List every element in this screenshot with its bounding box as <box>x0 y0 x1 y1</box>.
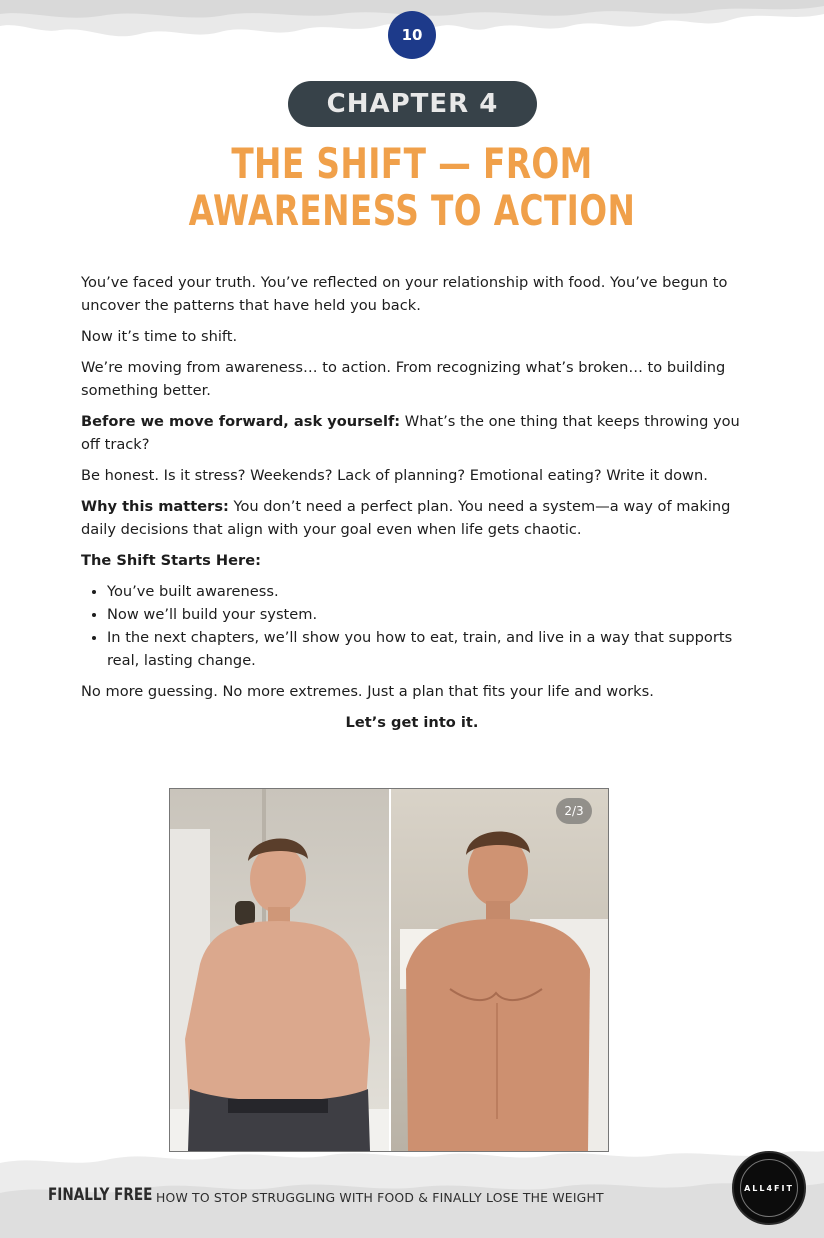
footer-tagline: HOW TO STOP STRUGGLING WITH FOOD & FINALLY LOSE THE WEIGHT <box>156 1190 604 1205</box>
logo-ring <box>740 1159 798 1217</box>
shift-heading: The Shift Starts Here: <box>81 552 261 569</box>
paragraph-why-matters <box>81 495 743 541</box>
why-matters-lead: Why this matters: <box>81 498 229 515</box>
ask-yourself-lead: Before we move forward, ask yourself: <box>81 413 401 430</box>
ask-yourself-text: What’s the one thing that keeps throwing you off track? <box>81 413 740 453</box>
chapter-title-line-2: AWARENESS TO ACTION <box>188 186 636 235</box>
photo-counter: 2/3 <box>556 798 592 824</box>
why-matters-text: You don’t need a perfect plan. You need a system—a way of making daily decisions that align with your goal even when life gets chaotic. <box>81 498 731 538</box>
paragraph-be-honest: Be honest. Is it stress? Weekends? Lack of planning? Emotional eating? Write it down. <box>81 467 708 484</box>
list-item: • Now we’ll build your system. <box>107 603 743 626</box>
chapter-body <box>81 271 743 742</box>
before-after-photo <box>169 788 609 1152</box>
paragraph-moving: We’re moving from awareness… to action. From recognizing what’s broken… to building something better. <box>81 359 726 399</box>
list-item: • In the next chapters, we’ll show you how to eat, train, and live in a way that supports real, lasting change. <box>107 626 743 672</box>
chapter-title <box>91 140 734 234</box>
chapter-title-line-1: THE SHIFT — FROM <box>231 139 593 188</box>
paragraph-ask-yourself <box>81 410 743 456</box>
transformation-image <box>170 789 608 1151</box>
paragraph-no-more: No more guessing. No more extremes. Just a plan that fits your life and works. <box>81 683 654 700</box>
list-item: • You’ve built awareness. <box>107 580 743 603</box>
paragraph-shift: Now it’s time to shift. <box>81 328 238 345</box>
chapter-label: CHAPTER 4 <box>288 81 537 127</box>
footer-brand: FINALLY FREE <box>48 1185 153 1205</box>
closing-line: Let’s get into it. <box>345 714 479 731</box>
page-number-badge: 10 <box>388 11 436 59</box>
all4fit-logo <box>732 1151 806 1225</box>
logo-text: ALL4FIT <box>744 1183 794 1193</box>
paragraph-intro: You’ve faced your truth. You’ve reflected on your relationship with food. You’ve begun to uncover the patterns that have held you back. <box>81 274 728 314</box>
shift-list <box>81 580 743 672</box>
